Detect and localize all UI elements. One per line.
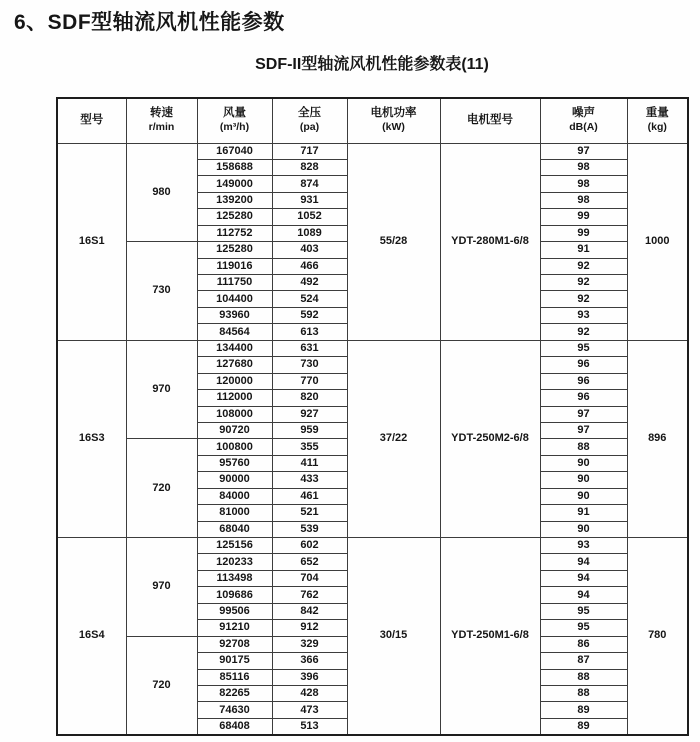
- noise-cell: 95: [540, 603, 627, 619]
- noise-cell: 88: [540, 669, 627, 685]
- col-header-label: 全压: [298, 107, 321, 120]
- airflow-cell: 109686: [197, 587, 272, 603]
- noise-cell: 92: [540, 291, 627, 307]
- page-title: 6、SDF型轴流风机性能参数: [14, 11, 285, 34]
- airflow-cell: 84564: [197, 324, 272, 340]
- airflow-cell: 82265: [197, 685, 272, 701]
- motor-model-cell: YDT-250M2-6/8: [440, 340, 540, 537]
- speed-cell: 970: [126, 538, 197, 637]
- col-header-label: 电机功率: [370, 107, 417, 120]
- airflow-cell: 111750: [197, 275, 272, 291]
- pressure-cell: 473: [272, 702, 347, 718]
- pressure-cell: 521: [272, 505, 347, 521]
- airflow-cell: 125280: [197, 209, 272, 225]
- noise-cell: 87: [540, 653, 627, 669]
- col-header-label: 型号: [80, 114, 104, 127]
- power-cell: 30/15: [347, 538, 440, 735]
- col-header-pressure: [272, 98, 347, 143]
- col-header-noise: [540, 98, 627, 143]
- noise-cell: 97: [540, 422, 627, 438]
- airflow-cell: 112000: [197, 390, 272, 406]
- noise-cell: 90: [540, 521, 627, 537]
- noise-cell: 93: [540, 538, 627, 554]
- pressure-cell: 1089: [272, 225, 347, 241]
- airflow-cell: 120233: [197, 554, 272, 570]
- speed-cell: 720: [126, 439, 197, 538]
- col-header-unit: (m³/h): [219, 121, 250, 134]
- col-header-label: 风量: [223, 107, 246, 120]
- pressure-cell: 762: [272, 587, 347, 603]
- noise-cell: 95: [540, 340, 627, 356]
- col-header-airflow: [197, 98, 272, 143]
- table-title: SDF-II型轴流风机性能参数表(11): [255, 56, 489, 73]
- noise-cell: 94: [540, 554, 627, 570]
- airflow-cell: 158688: [197, 159, 272, 175]
- pressure-cell: 513: [272, 718, 347, 734]
- noise-cell: 90: [540, 488, 627, 504]
- col-header-speed: [126, 98, 197, 143]
- power-cell: 37/22: [347, 340, 440, 537]
- col-header-power: [347, 98, 440, 143]
- pressure-cell: 355: [272, 439, 347, 455]
- airflow-cell: 100800: [197, 439, 272, 455]
- speed-cell: 730: [126, 242, 197, 341]
- noise-cell: 86: [540, 636, 627, 652]
- noise-cell: 92: [540, 275, 627, 291]
- table-row: [57, 340, 688, 356]
- pressure-cell: 820: [272, 390, 347, 406]
- col-header-unit: (kW): [382, 121, 405, 134]
- airflow-cell: 104400: [197, 291, 272, 307]
- noise-cell: 92: [540, 324, 627, 340]
- airflow-cell: 120000: [197, 373, 272, 389]
- airflow-cell: 84000: [197, 488, 272, 504]
- noise-cell: 99: [540, 225, 627, 241]
- pressure-cell: 842: [272, 603, 347, 619]
- pressure-cell: 874: [272, 176, 347, 192]
- pressure-cell: 433: [272, 472, 347, 488]
- table-row: [57, 538, 688, 554]
- airflow-cell: 134400: [197, 340, 272, 356]
- noise-cell: 89: [540, 702, 627, 718]
- airflow-cell: 90175: [197, 653, 272, 669]
- col-header-unit: (pa): [299, 121, 320, 134]
- noise-cell: 94: [540, 570, 627, 586]
- pressure-cell: 927: [272, 406, 347, 422]
- pressure-cell: 592: [272, 307, 347, 323]
- fan-spec-table: [56, 97, 689, 736]
- motor-model-cell: YDT-280M1-6/8: [440, 143, 540, 340]
- col-header-unit: (kg): [647, 121, 667, 134]
- pressure-cell: 1052: [272, 209, 347, 225]
- airflow-cell: 81000: [197, 505, 272, 521]
- noise-cell: 96: [540, 373, 627, 389]
- noise-cell: 96: [540, 390, 627, 406]
- pressure-cell: 613: [272, 324, 347, 340]
- airflow-cell: 85116: [197, 669, 272, 685]
- col-header-model: [57, 98, 126, 143]
- noise-cell: 93: [540, 307, 627, 323]
- pressure-cell: 396: [272, 669, 347, 685]
- pressure-cell: 959: [272, 422, 347, 438]
- speed-cell: 970: [126, 340, 197, 439]
- col-header-label: 转速: [150, 107, 173, 120]
- airflow-cell: 74630: [197, 702, 272, 718]
- noise-cell: 91: [540, 242, 627, 258]
- noise-cell: 97: [540, 143, 627, 159]
- noise-cell: 99: [540, 209, 627, 225]
- airflow-cell: 125280: [197, 242, 272, 258]
- noise-cell: 90: [540, 455, 627, 471]
- airflow-cell: 99506: [197, 603, 272, 619]
- pressure-cell: 602: [272, 538, 347, 554]
- pressure-cell: 631: [272, 340, 347, 356]
- pressure-cell: 704: [272, 570, 347, 586]
- airflow-cell: 90720: [197, 422, 272, 438]
- pressure-cell: 329: [272, 636, 347, 652]
- airflow-cell: 113498: [197, 570, 272, 586]
- noise-cell: 92: [540, 258, 627, 274]
- noise-cell: 98: [540, 192, 627, 208]
- pressure-cell: 931: [272, 192, 347, 208]
- pressure-cell: 730: [272, 357, 347, 373]
- fan-table-body: [57, 143, 688, 735]
- airflow-cell: 68408: [197, 718, 272, 734]
- noise-cell: 91: [540, 505, 627, 521]
- noise-cell: 88: [540, 439, 627, 455]
- header-row: [57, 98, 688, 143]
- airflow-cell: 68040: [197, 521, 272, 537]
- weight-cell: 1000: [627, 143, 688, 340]
- airflow-cell: 125156: [197, 538, 272, 554]
- pressure-cell: 461: [272, 488, 347, 504]
- airflow-cell: 149000: [197, 176, 272, 192]
- col-header-label: 电机型号: [467, 114, 513, 127]
- noise-cell: 98: [540, 159, 627, 175]
- noise-cell: 94: [540, 587, 627, 603]
- speed-cell: 720: [126, 636, 197, 735]
- airflow-cell: 139200: [197, 192, 272, 208]
- noise-cell: 98: [540, 176, 627, 192]
- power-cell: 55/28: [347, 143, 440, 340]
- airflow-cell: 127680: [197, 357, 272, 373]
- noise-cell: 90: [540, 472, 627, 488]
- noise-cell: 96: [540, 357, 627, 373]
- airflow-cell: 93960: [197, 307, 272, 323]
- airflow-cell: 119016: [197, 258, 272, 274]
- pressure-cell: 524: [272, 291, 347, 307]
- pressure-cell: 539: [272, 521, 347, 537]
- col-header-label: 重量: [645, 107, 669, 120]
- noise-cell: 95: [540, 620, 627, 636]
- pressure-cell: 652: [272, 554, 347, 570]
- col-header-unit: dB(A): [569, 121, 598, 134]
- noise-cell: 89: [540, 718, 627, 734]
- model-cell: 16S4: [57, 538, 126, 735]
- weight-cell: 896: [627, 340, 688, 537]
- motor-model-cell: YDT-250M1-6/8: [440, 538, 540, 735]
- pressure-cell: 770: [272, 373, 347, 389]
- airflow-cell: 91210: [197, 620, 272, 636]
- airflow-cell: 92708: [197, 636, 272, 652]
- pressure-cell: 403: [272, 242, 347, 258]
- pressure-cell: 828: [272, 159, 347, 175]
- speed-cell: 980: [126, 143, 197, 242]
- pressure-cell: 428: [272, 685, 347, 701]
- pressure-cell: 411: [272, 455, 347, 471]
- table-row: [57, 143, 688, 159]
- pressure-cell: 717: [272, 143, 347, 159]
- airflow-cell: 95760: [197, 455, 272, 471]
- airflow-cell: 167040: [197, 143, 272, 159]
- pressure-cell: 492: [272, 275, 347, 291]
- col-header-motor: [440, 98, 540, 143]
- col-header-weight: [627, 98, 688, 143]
- col-header-unit: r/min: [148, 121, 175, 134]
- noise-cell: 97: [540, 406, 627, 422]
- weight-cell: 780: [627, 538, 688, 735]
- col-header-label: 噪声: [572, 107, 595, 120]
- airflow-cell: 112752: [197, 225, 272, 241]
- pressure-cell: 466: [272, 258, 347, 274]
- airflow-cell: 108000: [197, 406, 272, 422]
- model-cell: 16S1: [57, 143, 126, 340]
- pressure-cell: 366: [272, 653, 347, 669]
- airflow-cell: 90000: [197, 472, 272, 488]
- pressure-cell: 912: [272, 620, 347, 636]
- noise-cell: 88: [540, 685, 627, 701]
- model-cell: 16S3: [57, 340, 126, 537]
